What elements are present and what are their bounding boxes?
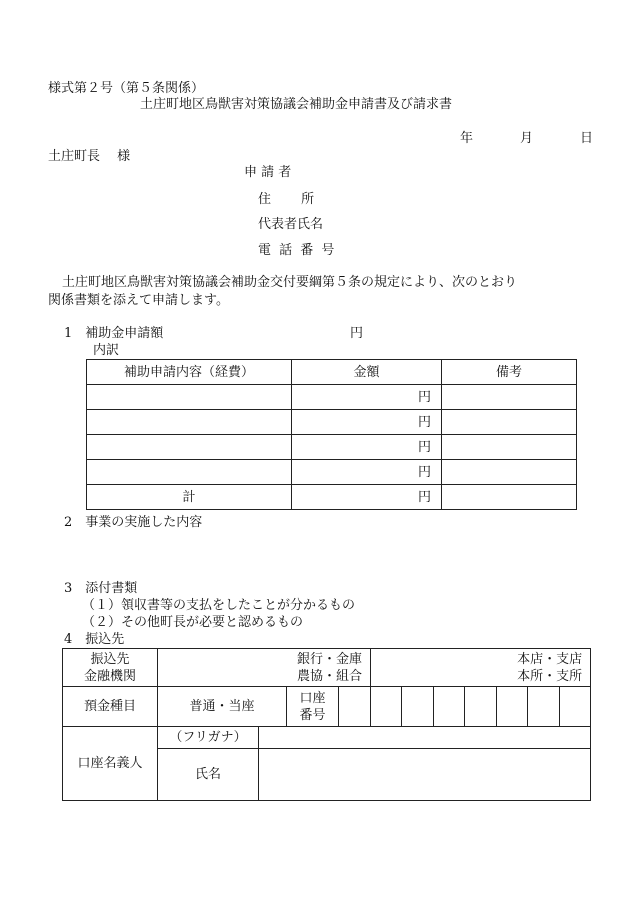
table-row: [87, 410, 577, 435]
attachment-item-2: （２）その他町長が必要と認めるもの: [82, 615, 304, 630]
note-cell[interactable]: [442, 460, 577, 485]
account-digit-3[interactable]: [402, 687, 434, 727]
account-digit-1[interactable]: [339, 687, 371, 727]
account-digit-6[interactable]: [497, 687, 528, 727]
holder-name-input[interactable]: [259, 749, 591, 801]
date-month: 月: [520, 131, 534, 146]
date-day: 日: [580, 131, 594, 146]
holder-name-label: 氏名: [158, 749, 259, 801]
section1-label: 1 補助金申請額: [64, 326, 164, 341]
header-amount: 金額: [292, 360, 442, 385]
account-digit-5[interactable]: [465, 687, 497, 727]
content-cell[interactable]: [87, 385, 292, 410]
institution-label: 振込先 金融機関: [63, 649, 158, 687]
deposit-type-label: 預金種目: [63, 687, 158, 727]
account-number-label: 口座 番号: [287, 687, 339, 727]
section1-yen: 円: [350, 326, 364, 341]
date-year: 年: [460, 131, 474, 146]
holder-label: 口座名義人: [63, 727, 158, 801]
intro-line-2: 関係書類を添えて申請します。: [48, 293, 229, 308]
representative-label: 代表者氏名: [258, 217, 324, 232]
branch-type-cell[interactable]: 本店・支店 本所・支所: [371, 649, 591, 687]
account-digit-4[interactable]: [434, 687, 465, 727]
total-note[interactable]: [442, 485, 577, 510]
table-row: [87, 435, 577, 460]
content-cell[interactable]: [87, 410, 292, 435]
amount-cell[interactable]: 円: [292, 435, 442, 460]
breakdown-table: [86, 359, 577, 510]
amount-cell[interactable]: 円: [292, 410, 442, 435]
total-row: [87, 485, 577, 510]
table-row: [87, 460, 577, 485]
section4-label: 4 振込先: [64, 632, 125, 647]
note-cell[interactable]: [442, 385, 577, 410]
note-cell[interactable]: [442, 410, 577, 435]
section3-label: 3 添付書類: [64, 581, 138, 596]
content-cell[interactable]: [87, 435, 292, 460]
attachment-item-1: （１）領収書等の支払をしたことが分かるもの: [82, 598, 356, 613]
account-digit-7[interactable]: [528, 687, 560, 727]
bank-table: [62, 648, 591, 801]
amount-cell[interactable]: 円: [292, 460, 442, 485]
content-cell[interactable]: [87, 460, 292, 485]
breakdown-label: 内訳: [93, 343, 120, 358]
header-content: 補助申請内容（経費）: [87, 360, 292, 385]
furigana-input[interactable]: [259, 727, 591, 749]
applicant-label: 申 請 者: [244, 165, 292, 180]
account-digit-2[interactable]: [371, 687, 402, 727]
bank-type-cell[interactable]: 銀行・金庫 農協・組合: [158, 649, 371, 687]
note-cell[interactable]: [442, 435, 577, 460]
section2-label: 2 事業の実施した内容: [64, 515, 203, 530]
furigana-label: （フリガナ）: [158, 727, 259, 749]
total-label: 計: [87, 485, 292, 510]
addressee: 土庄町長 様: [48, 149, 131, 164]
total-amount[interactable]: 円: [292, 485, 442, 510]
address-label: 住 所: [258, 192, 315, 207]
header-note: 備考: [442, 360, 577, 385]
form-number: 様式第２号（第５条関係）: [48, 81, 205, 96]
phone-label: 電 話 番 号: [258, 243, 337, 258]
document-title: 土庄町地区鳥獣害対策協議会補助金申請書及び請求書: [140, 97, 453, 112]
table-row: [87, 385, 577, 410]
account-digit-8[interactable]: [560, 687, 591, 727]
deposit-type-value[interactable]: 普通・当座: [158, 687, 287, 727]
intro-line-1: 土庄町地区鳥獣害対策協議会補助金交付要綱第５条の規定により、次のとおり: [62, 275, 518, 290]
amount-cell[interactable]: 円: [292, 385, 442, 410]
